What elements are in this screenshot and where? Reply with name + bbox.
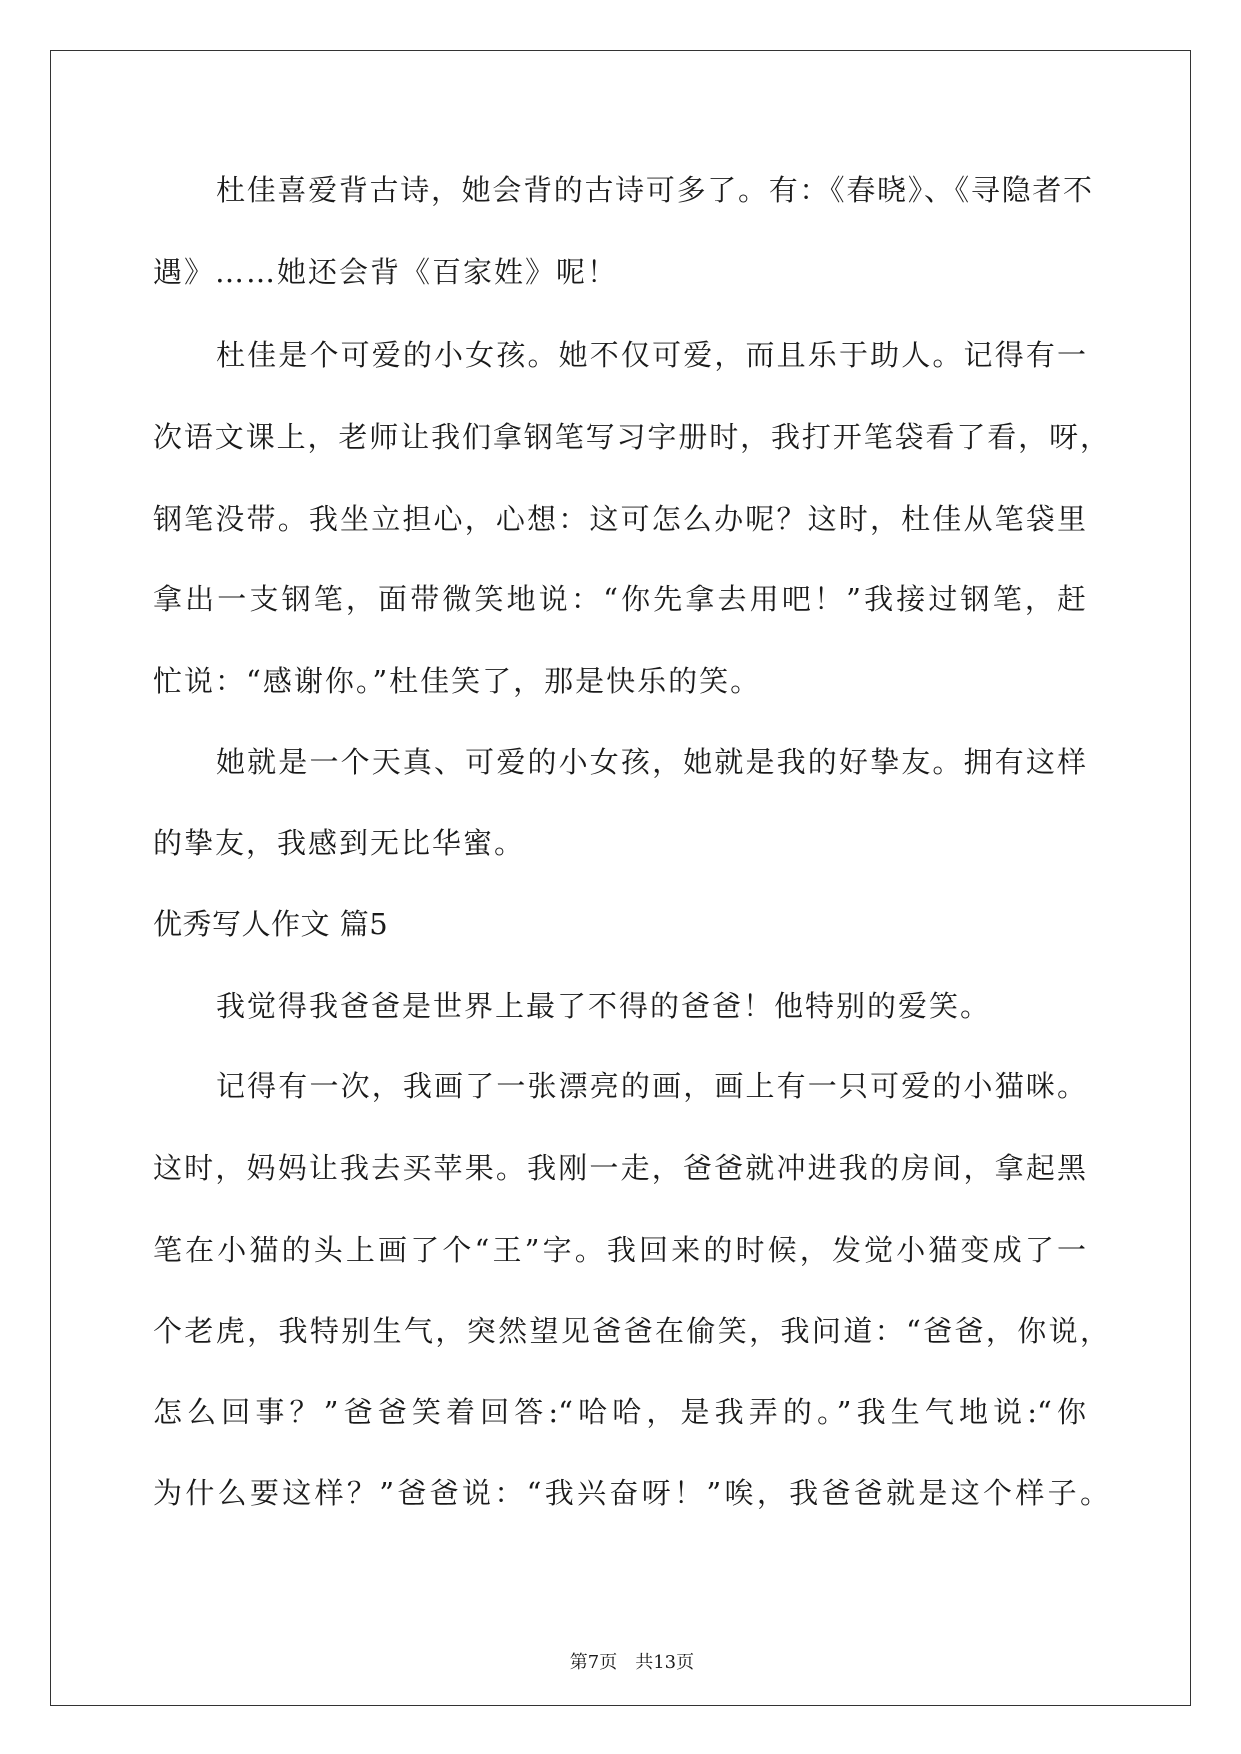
text-line: 为什么要这样？”爸爸说：“我兴奋呀！”唉，我爸爸就是这个样子。: [153, 1476, 1109, 1510]
text-line: 笔在小猫的头上画了个“王”字。我回来的时候，发觉小猫变成了一: [153, 1233, 1086, 1267]
text-line: 个老虎，我特别生气，突然望见爸爸在偷笑，我问道：“爸爸，你说，: [153, 1314, 1109, 1348]
text-line: 杜佳是个可爱的小女孩。她不仅可爱，而且乐于助人。记得有一: [216, 338, 1086, 372]
page-border: [50, 50, 1191, 1706]
text-line: 我觉得我爸爸是世界上最了不得的爸爸！他特别的爱笑。: [216, 989, 992, 1023]
page-footer: [0, 1630, 1241, 1673]
text-line: 次语文课上，老师让我们拿钢笔写习字册时，我打开笔袋看了看，呀，: [153, 420, 1109, 454]
text-line: 怎么回事？”爸爸笑着回答:“哈哈，是我弄的。”我生气地说:“你: [153, 1395, 1086, 1429]
text-line: 这时，妈妈让我去买苹果。我刚一走，爸爸就冲进我的房间，拿起黑: [153, 1151, 1086, 1185]
section-heading: 优秀写人作文 篇5: [153, 907, 389, 941]
text-line: 拿出一支钢笔，面带微笑地说：“你先拿去用吧！”我接过钢笔，赶: [153, 582, 1086, 616]
page-number: 第7页 共13页: [569, 1652, 695, 1673]
text-line: 忙说：“感谢你。”杜佳笑了，那是快乐的笑。: [153, 664, 762, 698]
text-line: 记得有一次，我画了一张漂亮的画，画上有一只可爱的小猫咪。: [216, 1069, 1086, 1103]
text-line: 钢笔没带。我坐立担心，心想：这可怎么办呢？这时，杜佳从笔袋里: [153, 502, 1086, 536]
text-line: 她就是一个天真、可爱的小女孩，她就是我的好挚友。拥有这样: [216, 745, 1086, 779]
text-line: 遇》……她还会背《百家姓》呢！: [153, 255, 619, 289]
text-line: 杜佳喜爱背古诗，她会背的古诗可多了。有：《春晓》、《寻隐者不: [216, 173, 1092, 207]
text-line: 的挚友，我感到无比华蜜。: [153, 826, 526, 860]
